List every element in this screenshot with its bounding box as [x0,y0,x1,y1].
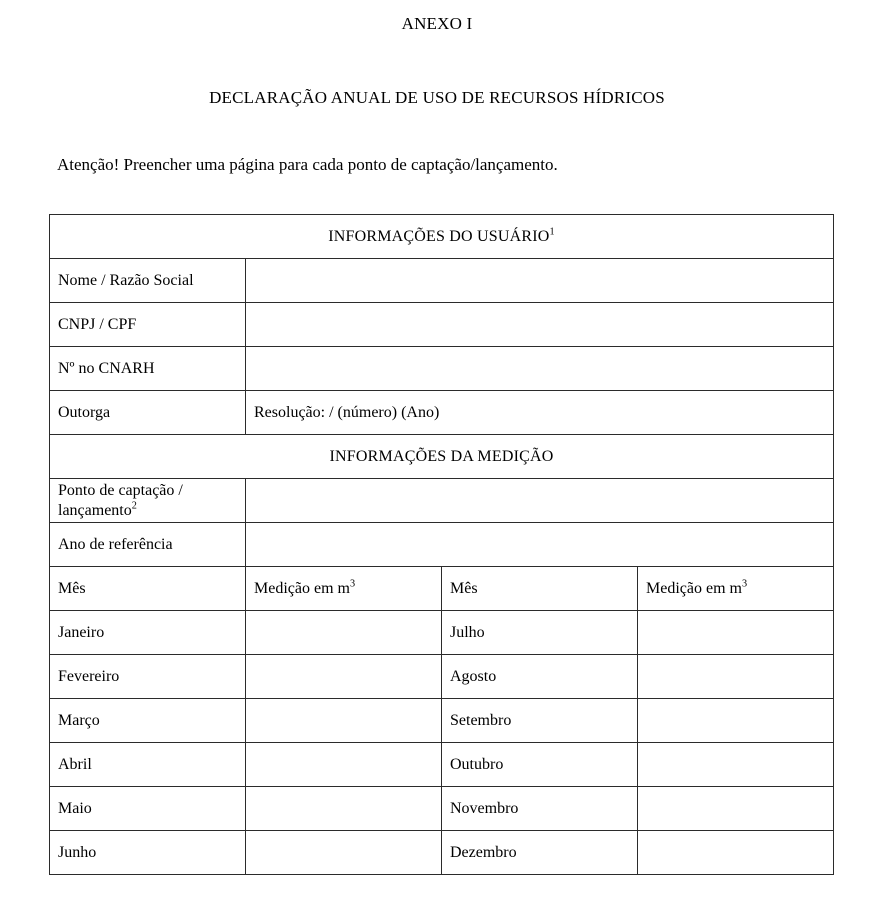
field-medicao-julho[interactable] [638,611,834,655]
footnote-marker-1: 1 [549,226,555,238]
label-nome-razao-social: Nome / Razão Social [50,259,246,303]
field-ano-referencia[interactable] [246,523,834,567]
field-medicao-setembro[interactable] [638,699,834,743]
table-row [50,347,834,391]
table-row [50,611,834,655]
field-medicao-marco[interactable] [246,699,442,743]
field-cnpj-cpf[interactable] [246,303,834,347]
label-month-junho: Junho [50,831,246,875]
label-ano-referencia: Ano de referência [50,523,246,567]
section-header-user-info-label: INFORMAÇÕES DO USUÁRIO [328,227,550,245]
label-numero-cnarh: Nº no CNARH [50,347,246,391]
field-outorga[interactable]: Resolução: / (número) (Ano) [246,391,834,435]
label-month-novembro: Novembro [442,787,638,831]
notice-text: Atenção! Preencher uma página para cada ponto de captação/lançamento. [57,155,558,174]
field-medicao-novembro[interactable] [638,787,834,831]
section-header-measurement-info: INFORMAÇÕES DA MEDIÇÃO [50,435,834,479]
footnote-marker-2: 2 [131,500,137,512]
table-row [50,303,834,347]
column-header-medicao-left-label: Medição em m [254,579,350,597]
label-month-marco: Março [50,699,246,743]
table-row [50,831,834,875]
label-outorga: Outorga [50,391,246,435]
table-header-row [50,567,834,611]
section-header-user-info [50,215,834,259]
table-row [50,655,834,699]
label-month-setembro: Setembro [442,699,638,743]
label-ponto-captacao-line1: Ponto de captação / [58,481,183,499]
field-medicao-abril[interactable] [246,743,442,787]
table-row [50,391,834,435]
label-month-dezembro: Dezembro [442,831,638,875]
form-table-container [0,173,874,875]
label-ponto-captacao-line2: lançamento [58,501,132,519]
cubic-meter-exponent: 3 [741,578,748,590]
table-row [50,523,834,567]
table-row [50,435,834,479]
field-medicao-janeiro[interactable] [246,611,442,655]
table-row [50,787,834,831]
field-medicao-outubro[interactable] [638,743,834,787]
field-ponto-captacao-lancamento[interactable] [246,479,834,523]
field-medicao-maio[interactable] [246,787,442,831]
field-nome-razao-social[interactable] [246,259,834,303]
field-medicao-agosto[interactable] [638,655,834,699]
table-row [50,479,834,523]
label-month-maio: Maio [50,787,246,831]
declaration-form-table [49,214,834,875]
cubic-meter-exponent: 3 [349,578,356,590]
table-row [50,259,834,303]
document-subtitle: DECLARAÇÃO ANUAL DE USO DE RECURSOS HÍDRICOS [209,88,665,107]
label-month-julho: Julho [442,611,638,655]
field-numero-cnarh[interactable] [246,347,834,391]
table-row [50,699,834,743]
field-medicao-junho[interactable] [246,831,442,875]
label-month-janeiro: Janeiro [50,611,246,655]
label-month-fevereiro: Fevereiro [50,655,246,699]
column-header-medicao-left [246,567,442,611]
table-row [50,743,834,787]
column-header-medicao-right-label: Medição em m [646,579,742,597]
label-ponto-captacao-lancamento [50,479,246,523]
field-medicao-dezembro[interactable] [638,831,834,875]
label-cnpj-cpf: CNPJ / CPF [50,303,246,347]
column-header-medicao-right [638,567,834,611]
table-row [50,215,834,259]
label-month-agosto: Agosto [442,655,638,699]
document-title: ANEXO I [401,14,473,33]
label-month-abril: Abril [50,743,246,787]
column-header-mes-right: Mês [442,567,638,611]
column-header-mes-left: Mês [50,567,246,611]
label-month-outubro: Outubro [442,743,638,787]
field-medicao-fevereiro[interactable] [246,655,442,699]
